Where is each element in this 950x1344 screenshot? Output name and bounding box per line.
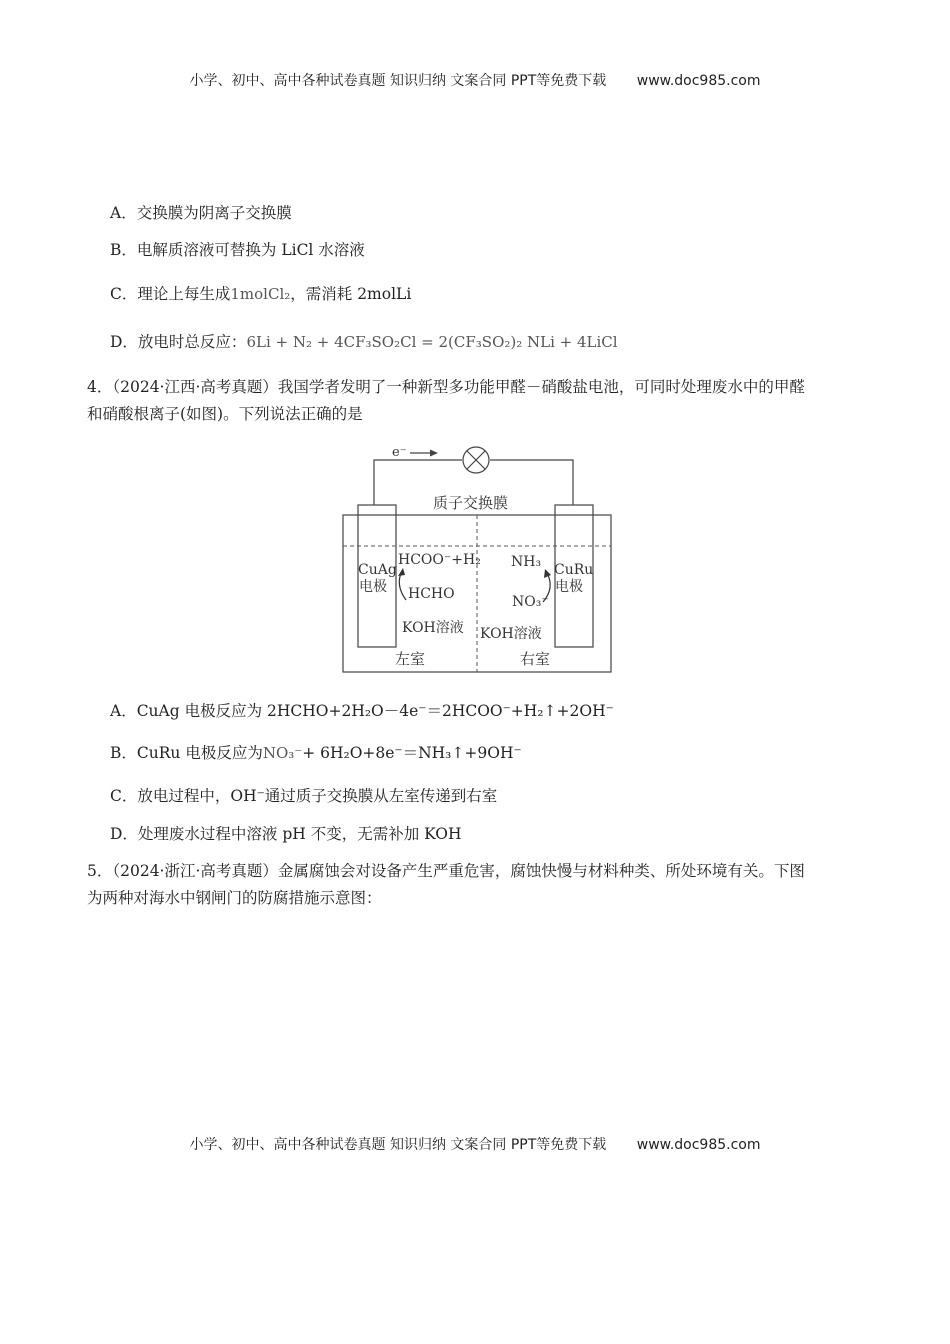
left-solution: KOH溶液 bbox=[402, 620, 464, 636]
q4-option-c: C．放电过程中，OH⁻通过质子交换膜从左室传递到右室 bbox=[110, 787, 498, 805]
q4-option-b bbox=[110, 741, 522, 763]
q5-stem-line1: 5．（2024·浙江·高考真题）金属腐蚀会对设备产生严重危害，腐蚀快慢与材料种类、所处环境有关。下图 bbox=[87, 862, 805, 880]
page-footer bbox=[0, 1134, 950, 1154]
q5-stem bbox=[87, 858, 867, 912]
q4-stem-line2: 和硝酸根离子(如图)。下列说法正确的是 bbox=[87, 405, 363, 423]
page-header bbox=[0, 70, 950, 90]
battery-diagram bbox=[340, 440, 620, 680]
right-room-label: 右室 bbox=[520, 650, 551, 668]
q3-option-d bbox=[110, 330, 618, 352]
q3-option-c-formula: 1molCl₂ bbox=[230, 285, 291, 303]
electron-label: e⁻ bbox=[392, 445, 407, 460]
footer-text: 小学、初中、高中各种试卷真题 知识归纳 文案合同 PPT等免费下载 bbox=[189, 1137, 607, 1153]
q4-option-b-pre: B．CuRu 电极反应为 bbox=[110, 744, 263, 762]
q3-option-a: A．交换膜为阴离子交换膜 bbox=[110, 204, 292, 222]
q4-stem bbox=[87, 374, 867, 428]
header-text: 小学、初中、高中各种试卷真题 知识归纳 文案合同 PPT等免费下载 bbox=[189, 73, 607, 89]
membrane-label: 质子交换膜 bbox=[433, 494, 509, 512]
right-electrode-label: CuRu bbox=[554, 562, 594, 578]
right-reactant: NO₃⁻ bbox=[512, 594, 549, 610]
left-reactant: HCHO bbox=[408, 586, 455, 602]
q4-option-d: D．处理废水过程中溶液 pH 不变，无需补加 KOH bbox=[110, 825, 462, 843]
q3-option-c-pre: C．理论上每生成 bbox=[110, 285, 231, 303]
q4-option-b-formula: NO₃⁻ bbox=[262, 744, 303, 762]
right-product: NH₃ bbox=[511, 554, 542, 570]
q4-option-b-post: + 6H₂O+8e⁻＝NH₃↑+9OH⁻ bbox=[302, 744, 522, 762]
right-electrode-sub: 电极 bbox=[555, 579, 583, 595]
q4-stem-line1: 4．（2024·江西·高考真题）我国学者发明了一种新型多功能甲醛－硝酸盐电池，可同时处理废水中的甲醛 bbox=[87, 378, 805, 396]
footer-site[interactable]: www.doc985.com bbox=[636, 1137, 761, 1153]
q3-option-b: B．电解质溶液可替换为 LiCl 水溶液 bbox=[110, 241, 365, 259]
q3-option-d-pre: D．放电时总反应： bbox=[110, 333, 247, 351]
header-site[interactable]: www.doc985.com bbox=[636, 73, 761, 89]
q3-option-c bbox=[110, 282, 411, 304]
q5-stem-line2: 为两种对海水中钢闸门的防腐措施示意图： bbox=[87, 889, 382, 907]
left-electrode-sub: 电极 bbox=[359, 579, 387, 595]
left-room-label: 左室 bbox=[395, 650, 426, 668]
left-product: HCOO⁻+H₂ bbox=[398, 552, 481, 568]
right-solution: KOH溶液 bbox=[480, 626, 542, 642]
q4-option-a: A．CuAg 电极反应为 2HCHO+2H₂O－4e⁻＝2HCOO⁻+H₂↑+2OH⁻ bbox=[110, 702, 614, 720]
q3-option-c-post: ，需消耗 2molLi bbox=[290, 285, 412, 303]
left-electrode-label: CuAg bbox=[358, 562, 397, 578]
q3-option-d-formula: 6Li + N₂ + 4CF₃SO₂Cl = 2(CF₃SO₂)₂ NLi + 4LiCl bbox=[246, 333, 618, 351]
